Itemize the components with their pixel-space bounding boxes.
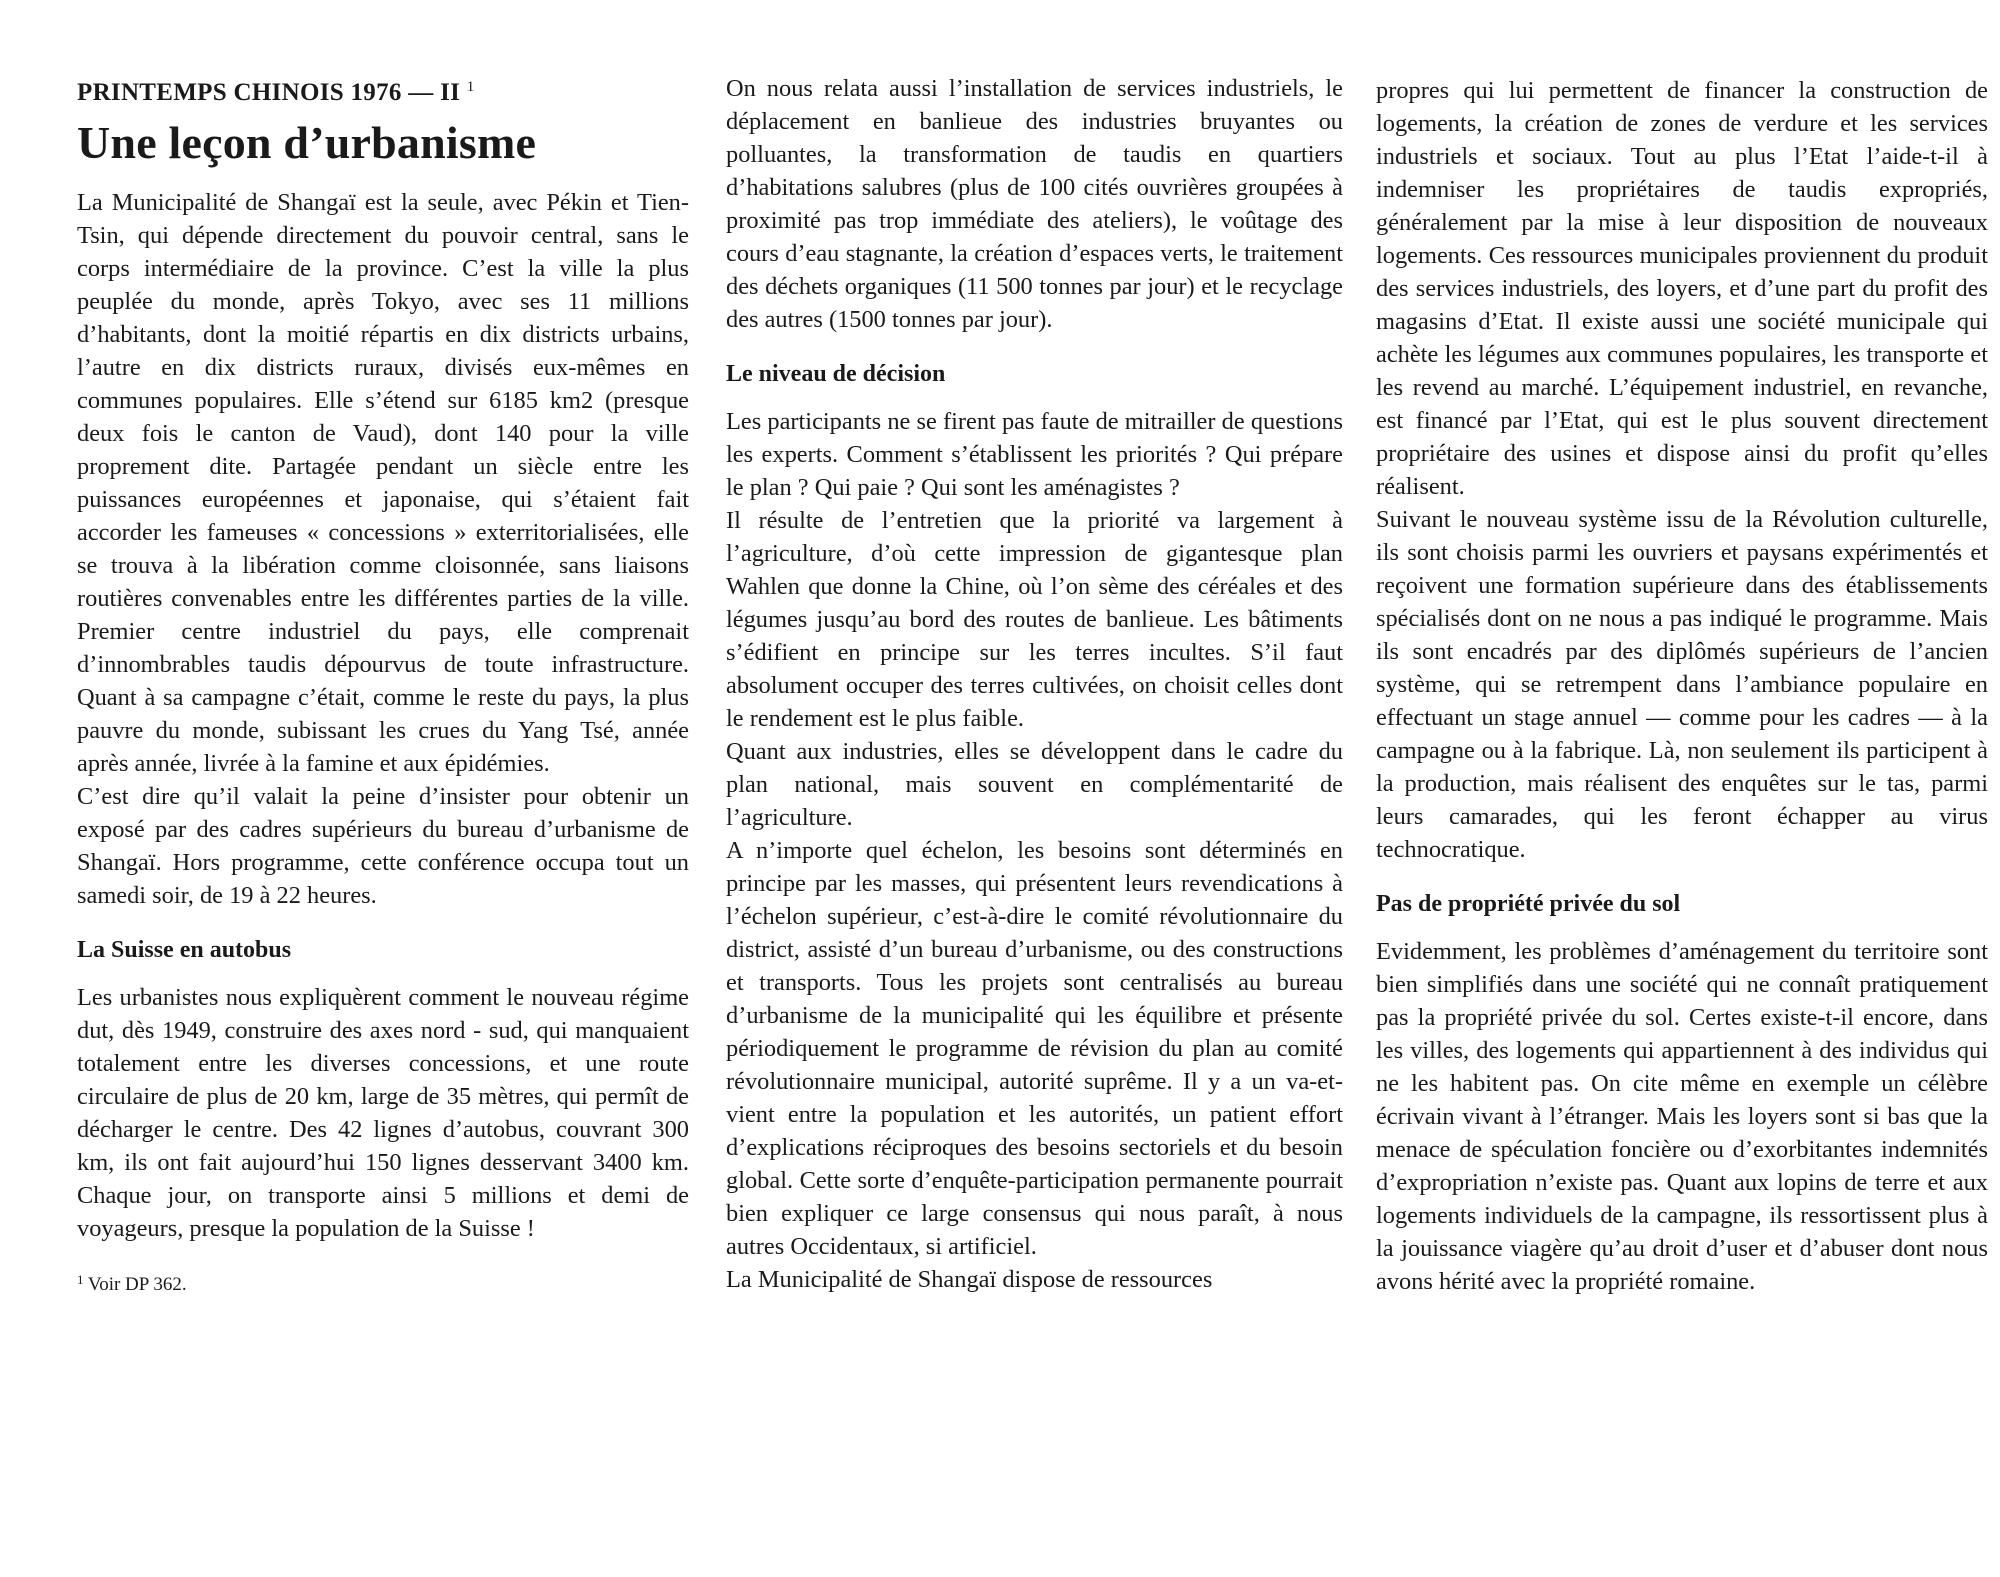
footnote-mark: 1 (77, 1272, 84, 1287)
paragraph: propres qui lui permettent de financer la construction de logements, la création de zones de verdure et les services industriels et sociaux. Tout au plus l’Etat l’aide-t-il à indemniser les propriétaires de taudis expropriés, généralement par la mise à leur disposition de nouveaux logements. Ces ressources municipales proviennent du produit des services industriels, des loyers, et d’une part du profit des magasins d’Etat. Il existe aussi une société municipale qui achète les légumes aux communes populaires, les transporte et les revend au marché. L’équipement industriel, en revanche, est financé par l’Etat, qui est le plus souvent directement propriétaire des usines et dispose ainsi du profit qu’elles réalisent. (1376, 77, 1988, 500)
paragraph: A n’importe quel échelon, les besoins sont déterminés en principe par les masses, qui présentent leurs revendications à l’échelon supérieur, c’est-à-dire le comité révolutionnaire du district, assisté d’un bureau d’urbanisme, ou des constructions et transports. Tous les projets sont centralisés au bureau d’urbanisme de la municipalité qui les équilibre et présente périodiquement le programme de révision du plan au comité révolutionnaire municipal, autorité suprême. Il y a un va-et-vient entre la population et les autorités, un patient effort d’explications réciproques des besoins sectoriels et du besoin global. Cette sorte d’enquête-participation permanente pourrait bien expliquer ce large consensus qui nous paraît, à nous autres Occidentaux, si artificiel. (726, 837, 1343, 1260)
paragraph: Quant aux industries, elles se développent dans le cadre du plan national, mais souvent en complémentarité de l’agriculture. (726, 738, 1343, 831)
paragraph: La Municipalité de Shangaï est la seule, avec Pékin et Tien-Tsin, qui dépende directement du pouvoir central, sans le corps intermédiaire de la province. C’est la ville la plus peuplée du monde, après Tokyo, avec ses 11 millions d’habitants, dont la moitié répartis en dix districts urbains, l’autre en dix districts ruraux, divisés eux-mêmes en communes populaires. Elle s’étend sur 6185 km2 (presque deux fois le canton de Vaud), dont 140 pour la ville proprement dite. Partagée pendant un siècle entre les puissances européennes et japonaise, qui s’étaient fait accorder les fameuses « concessions » exterritorialisées, elle se trouva à la libération comme cloisonnée, sans liaisons routières convenables entre les différentes parties de la ville. Premier centre industriel du pays, elle comprenait d’innombrables taudis dépourvus de toute infrastructure. Quant à sa campagne c’était, comme le reste du pays, la plus pauvre du monde, subissant les crues du Yang Tsé, année après année, livrée à la famine et aux épidémies. (77, 189, 689, 777)
paragraph: Suivant le nouveau système issu de la Révolution culturelle, ils sont choisis parmi les ouvriers et paysans expérimentés et reçoivent une formation supérieure dans des établissements spécialisés dont on ne nous a pas indiqué le programme. Mais ils sont encadrés par des diplômés supérieurs de l’ancien système, qui se retrempent dans l’ambiance populaire en effectuant un stage annuel — comme pour les cadres — à la campagne ou à la fabrique. Là, non seulement ils participent à la production, mais réalisent des enquêtes sur le tas, parmi leurs camarades, qui les feront échapper au virus technocratique. (1376, 506, 1988, 863)
paragraph: Il résulte de l’entretien que la priorité va largement à l’agriculture, d’où cette impression de gigantesque plan Wahlen que donne la Chine, où l’on sème des céréales et des légumes jusqu’au bord des routes de banlieue. Les bâtiments s’édifient en principe sur les terres incultes. S’il faut absolument occuper des terres cultivées, on choisit celles dont le rendement est le plus faible. (726, 507, 1343, 732)
article-kicker (77, 72, 689, 108)
paragraph: On nous relata aussi l’installation de services industriels, le déplacement en banlieue des industries bruyantes ou polluantes, la transformation de taudis en quartiers d’habitations salubres (plus de 100 cités ouvrières groupées à proximité pas trop immédiate des ateliers), le voûtage des cours d’eau stagnante, la création d’espaces verts, le traitement des déchets organiques (11 500 tonnes par jour) et le recyclage des autres (1500 tonnes par jour). (726, 75, 1343, 333)
paragraph: Evidemment, les problèmes d’aménagement du territoire sont bien simplifiés dans une société qui ne connaît pratiquement pas la propriété privée du sol. Certes existe-t-il encore, dans les villes, des logements qui appartiennent à des individus qui ne les habitent pas. On cite même en exemple un célèbre écrivain vivant à l’étranger. Mais les loyers sont si bas que la menace de spéculation foncière ou d’exorbitantes indemnités d’expropriation n’existe pas. Quant aux lopins de terre et aux logements individuels de la campagne, ils ressortissent plus à la jouissance viagère qu’au droit d’user et d’abuser dont nous avons hérité avec la propriété romaine. (1376, 938, 1988, 1295)
paragraph: Les urbanistes nous expliquèrent comment le nouveau régime dut, dès 1949, construire des axes nord - sud, qui manquaient totalement entre les diverses concessions, et une route circulaire de plus de 20 km, large de 35 mètres, qui permît de décharger le centre. Des 42 lignes d’autobus, couvrant 300 km, ils ont fait aujourd’hui 150 lignes desservant 3400 km. Chaque jour, on transporte ainsi 5 millions et demi de voyageurs, presque la population de la Suisse ! (77, 984, 689, 1242)
paragraph: Les participants ne se firent pas faute de mitrailler de questions les experts. Comment s’établissent les priorités ? Qui prépare le plan ? Qui paie ? Qui sont les aménagistes ? (726, 408, 1343, 501)
paragraph: La Municipalité de Shangaï dispose de ressources (726, 1266, 1213, 1293)
section-heading: Le niveau de décision (726, 361, 946, 387)
footnote (77, 1267, 689, 1298)
column-3 (1376, 74, 1988, 1298)
column-1 (77, 72, 689, 1298)
paragraph: C’est dire qu’il valait la peine d’insister pour obtenir un exposé par des cadres supérieurs du bureau d’urbanisme de Shangaï. Hors programme, cette conférence occupa tout un samedi soir, de 19 à 22 heures. (77, 783, 689, 909)
section-heading: Pas de propriété privée du sol (1376, 891, 1681, 917)
section-heading: La Suisse en autobus (77, 937, 292, 963)
kicker-text: PRINTEMPS CHINOIS 1976 — II (77, 79, 461, 106)
kicker-footnote-mark: 1 (466, 79, 475, 95)
footnote-text: Voir DP 362. (87, 1274, 187, 1295)
article-title: Une leçon d’urbanisme (77, 117, 537, 168)
column-2 (726, 72, 1343, 1296)
